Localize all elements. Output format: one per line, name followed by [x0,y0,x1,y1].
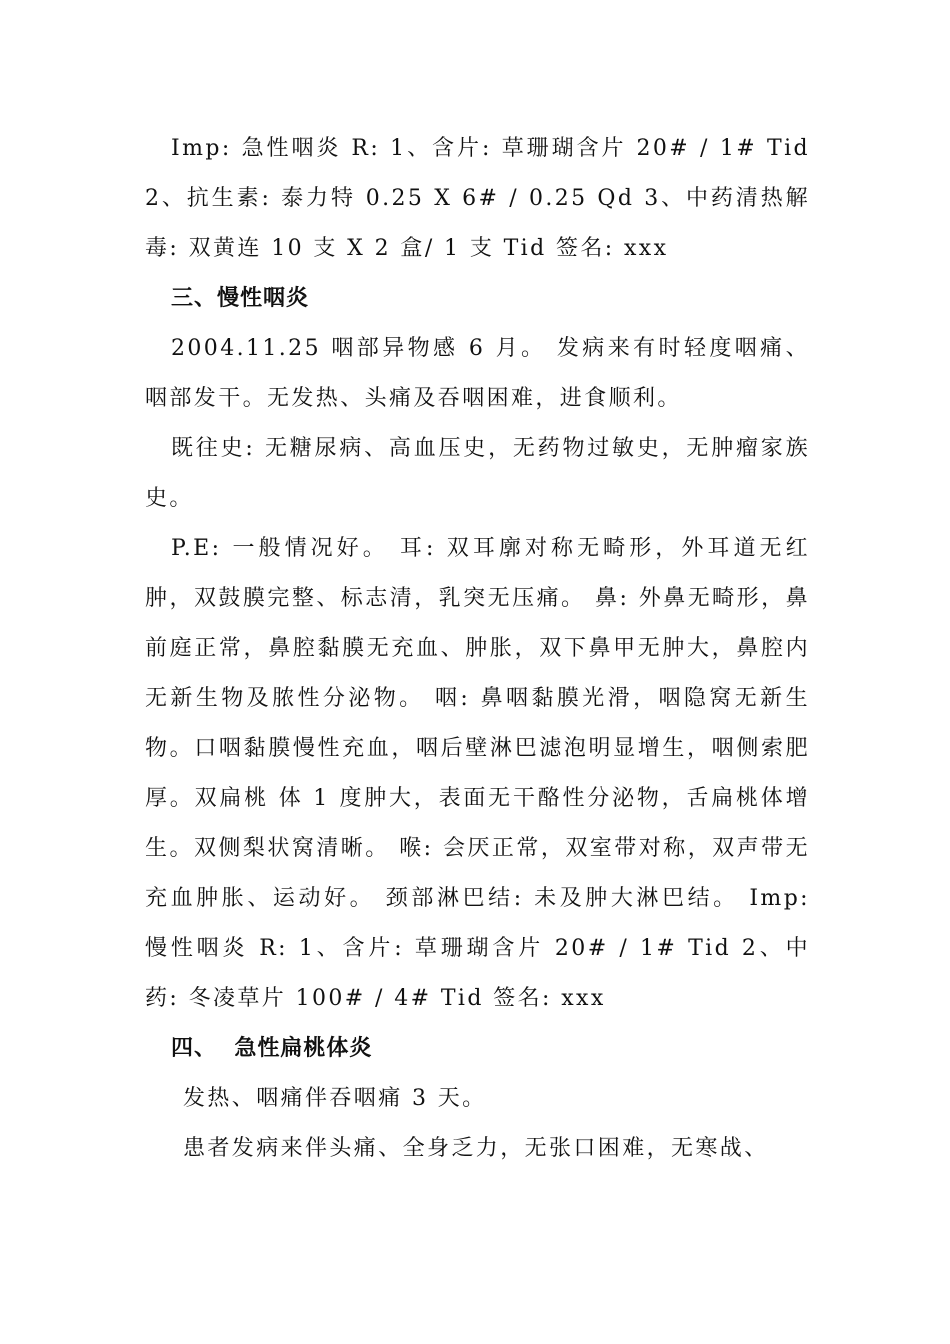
acute-tonsillitis-chief-complaint: 发热、咽痛伴吞咽痛 3 天。 [183,1086,487,1111]
acute-tonsillitis-heading: 四、 急性扁桃体炎 [171,1036,373,1061]
chronic-pharyngitis-heading: 三、慢性咽炎 [171,286,310,311]
acute-pharyngitis-prescription: Imp: 急性咽炎 R: 1、含片: 草珊瑚含片 20# / 1# Tid 2、抗生素: 泰力特 0.25 X 6# / 0.25 Qd 3、中药清热解毒: 双黄连 10 支 X 2 盒/ 1 支 Tid 签名: xxx [145,136,810,261]
chronic-pharyngitis-physical-exam: P.E: 一般情况好。 耳: 双耳廓对称无畸形，外耳道无红肿，双鼓膜完整、标志清，乳突无压痛。 鼻: 外鼻无畸形，鼻前庭正常，鼻腔黏膜无充血、肿胀，双下鼻甲无肿大，鼻腔内无新生物及脓性分泌物。 咽: 鼻咽黏膜光滑，咽隐窝无新生物。口咽黏膜慢性充血，咽后壁淋巴滤泡明显增生，咽侧索肥厚。双扁桃 体 1 度肿大，表面无干酪性分泌物，舌扁桃体增生。双侧梨状窝清晰。 喉: 会厌正常，双室带对称，双声带无充血肿胀、运动好。 颈部淋巴结: 未及肿大淋巴结。 Imp: 慢性咽炎 R: 1、含片: 草珊瑚含片 20# / 1# Tid 2、中药: 冬凌草片 100# / 4# Tid 签名: xxx [145,536,810,1011]
chronic-pharyngitis-history: 2004.11.25 咽部异物感 6 月。 发病来有时轻度咽痛、咽部发干。无发热、头痛及吞咽困难，进食顺利。 [145,336,810,411]
chronic-pharyngitis-past-history: 既往史: 无糖尿病、高血压史，无药物过敏史，无肿瘤家族史。 [145,436,810,511]
document-page [145,124,810,1174]
acute-tonsillitis-history: 患者发病来伴头痛、全身乏力，无张口困难，无寒战、 [183,1136,769,1161]
